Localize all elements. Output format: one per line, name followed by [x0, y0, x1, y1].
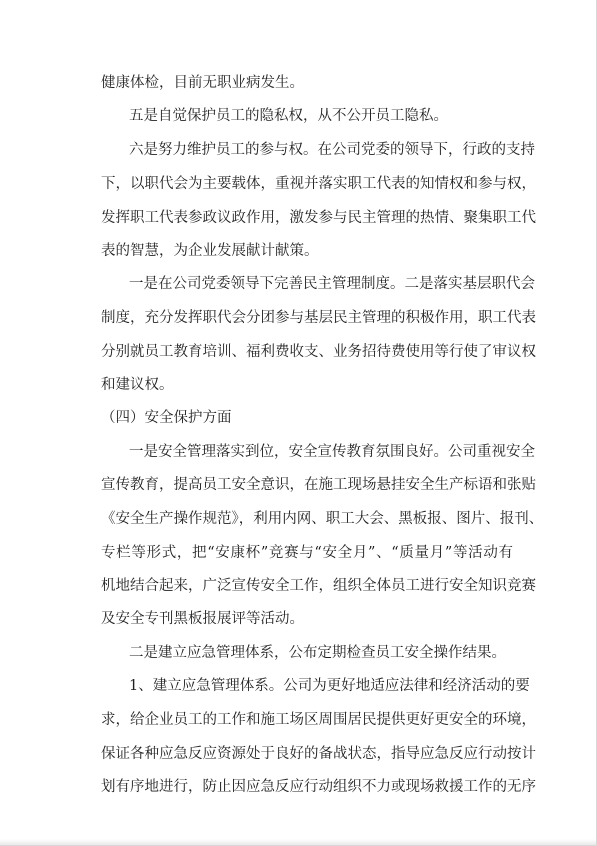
text-line: 《安全生产操作规范》，利用内网、职工大会、黑板报、图片、报刊、 — [101, 511, 544, 527]
text-line: 划有序地进行，防止因应急反应行动组织不力或现场救援工作的无序 — [101, 779, 536, 795]
text-line: 分别就员工教育培训、福利费收支、业务招待费使用等行使了审议权 — [101, 344, 536, 360]
page-bottom-edge — [0, 839, 596, 845]
text-line: 求，给企业员工的工作和施工场区周围居民提供更好更安全的环境， — [101, 712, 536, 728]
text-line: 二是建立应急管理体系，公布定期检查员工安全操作结果。 — [129, 645, 506, 661]
text-line: 和建议权。 — [101, 377, 174, 393]
text-line: 1、建立应急管理体系。公司为更好地适应法律和经济活动的要 — [129, 678, 530, 694]
text-line: 发挥职工代表参政议政作用，激发参与民主管理的热情、聚集职工代 — [101, 210, 536, 226]
text-line: 制度，充分发挥职代会分团参与基层民主管理的积极作用，职工代表 — [101, 310, 536, 326]
text-line: 宣传教育，提高员工安全意识，在施工现场悬挂安全生产标语和张贴 — [101, 477, 536, 493]
text-line: 保证各种应急反应资源处于良好的备战状态，指导应急反应行动按计 — [101, 746, 536, 762]
text-line: 机地结合起来，广泛宣传安全工作，组织全体员工进行安全知识竞赛 — [101, 578, 536, 594]
text-line: 六是努力维护员工的参与权。在公司党委的领导下，行政的支持 — [129, 142, 535, 158]
text-line: 一是在公司党委领导下完善民主管理制度。二是落实基层职代会 — [129, 276, 535, 292]
text-line: 下，以职代会为主要载体，重视并落实职工代表的知情权和参与权， — [101, 176, 536, 192]
text-line: 表的智慧，为企业发展献计献策。 — [101, 243, 319, 259]
text-line: 一是安全管理落实到位，安全宣传教育氛围良好。公司重视安全 — [129, 444, 535, 460]
text-line: 及安全专刊黑板报展评等活动。 — [101, 611, 304, 627]
text-line: 专栏等形式，把“安康杯”竞赛与“安全月”、“质量月”等活动有 — [101, 545, 513, 561]
text-line: 健康体检，目前无职业病发生。 — [101, 75, 304, 91]
text-line: 五是自觉保护员工的隐私权，从不公开员工隐私。 — [129, 108, 448, 124]
section-heading: （四）安全保护方面 — [101, 410, 232, 426]
